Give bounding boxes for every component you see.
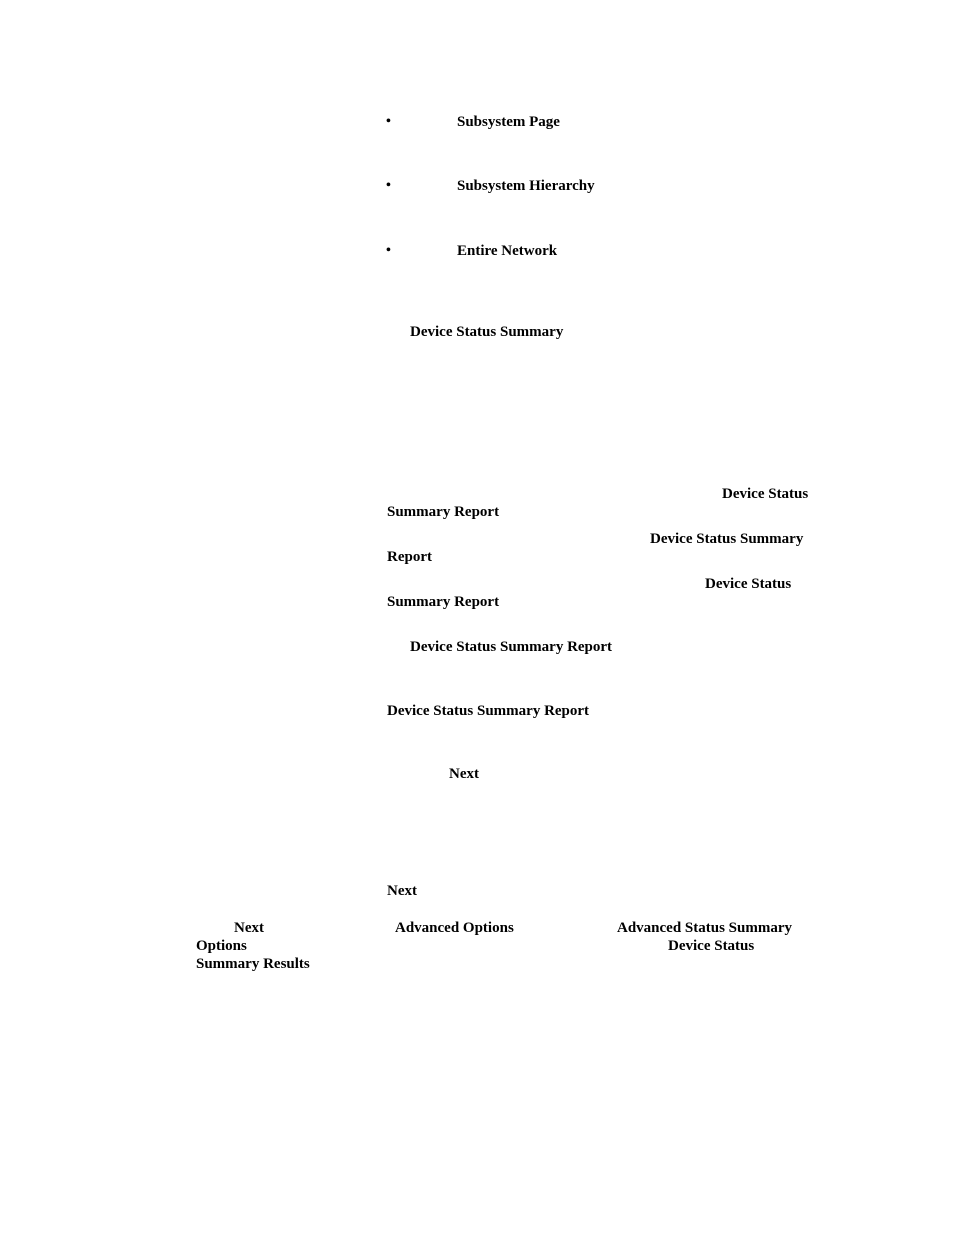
- bullet-marker: •: [386, 178, 391, 193]
- text-fragment: Device Status: [722, 486, 809, 502]
- bullet-label-entire-network: Entire Network: [457, 243, 558, 259]
- text-fragment-next: Next: [387, 883, 417, 899]
- text-fragment-advanced-options: Advanced Options: [395, 920, 514, 936]
- bullet-label-subsystem-hierarchy: Subsystem Hierarchy: [457, 178, 595, 194]
- text-fragment: Device Status Summary: [650, 531, 804, 547]
- text-fragment-device-status: Device Status: [668, 938, 755, 954]
- text-fragment-summary-results: Summary Results: [196, 956, 310, 972]
- text-fragment: Summary Report: [387, 594, 500, 610]
- bullet-marker: •: [386, 243, 391, 258]
- text-fragment: Device Status: [705, 576, 792, 592]
- text-fragment: Summary Report: [387, 504, 500, 520]
- bullet-label-subsystem-page: Subsystem Page: [457, 114, 560, 130]
- text-fragment-advanced-status-summary: Advanced Status Summary: [617, 920, 793, 936]
- text-fragment: Device Status Summary Report: [410, 639, 613, 655]
- text-fragment: Report: [387, 549, 432, 565]
- text-fragment-next: Next: [449, 766, 479, 782]
- text-fragment-next: Next: [234, 920, 264, 936]
- text-fragment-options: Options: [196, 938, 247, 954]
- section-heading: Device Status Summary: [410, 324, 564, 340]
- text-fragment: Device Status Summary Report: [387, 703, 590, 719]
- bullet-marker: •: [386, 114, 391, 129]
